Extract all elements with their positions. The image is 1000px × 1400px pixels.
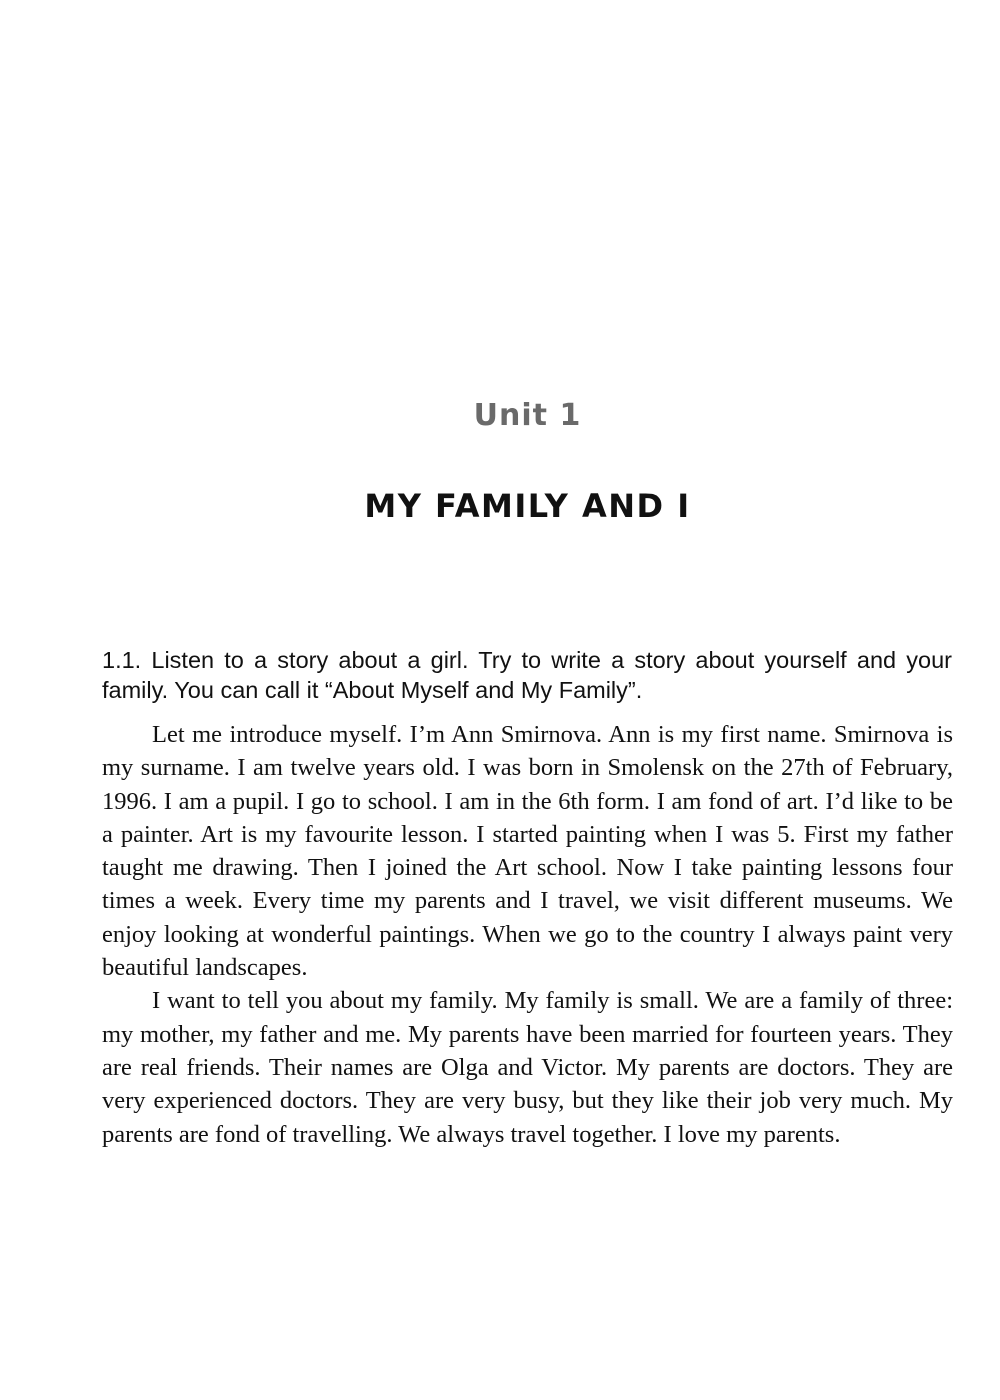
unit-heading: Unit 1 <box>473 398 582 433</box>
story-text <box>102 718 953 1151</box>
story-paragraph-1: Let me introduce myself. I’m Ann Smirnova. Ann is my first name. Smirnova is my surname. I am twelve years old. I was born in Smolensk on the 27th of February, 1996. I am a pupil. I go to school. I am in the 6th form. I am fond of art. I’d like to be a painter. Art is my favourite lesson. I started painting when I was 5. First my father taught me drawing. Then I joined the Art school. Now I take painting lessons four times a week. Every time my parents and I travel, we visit different museums. We enjoy looking at wonderful paintings. When we go to the country I always paint very beautiful landscapes. <box>102 721 953 982</box>
story-paragraph-2: I want to tell you about my family. My family is small. We are a family of three: my mother, my father and me. My parents have been married for fourteen years. They are real friends. Their names are Olga and Victor. My parents are doctors. They are very experienced doctors. They are very busy, but they like their job very much. My parents are fond of travelling. We always travel together. I love my parents. <box>102 987 953 1148</box>
exercise-instruction: 1.1. Listen to a story about a girl. Try to write a story about yourself and your family. You can call it “About Myself and My Family”. <box>102 647 952 703</box>
chapter-title: MY FAMILY AND I <box>364 487 691 525</box>
